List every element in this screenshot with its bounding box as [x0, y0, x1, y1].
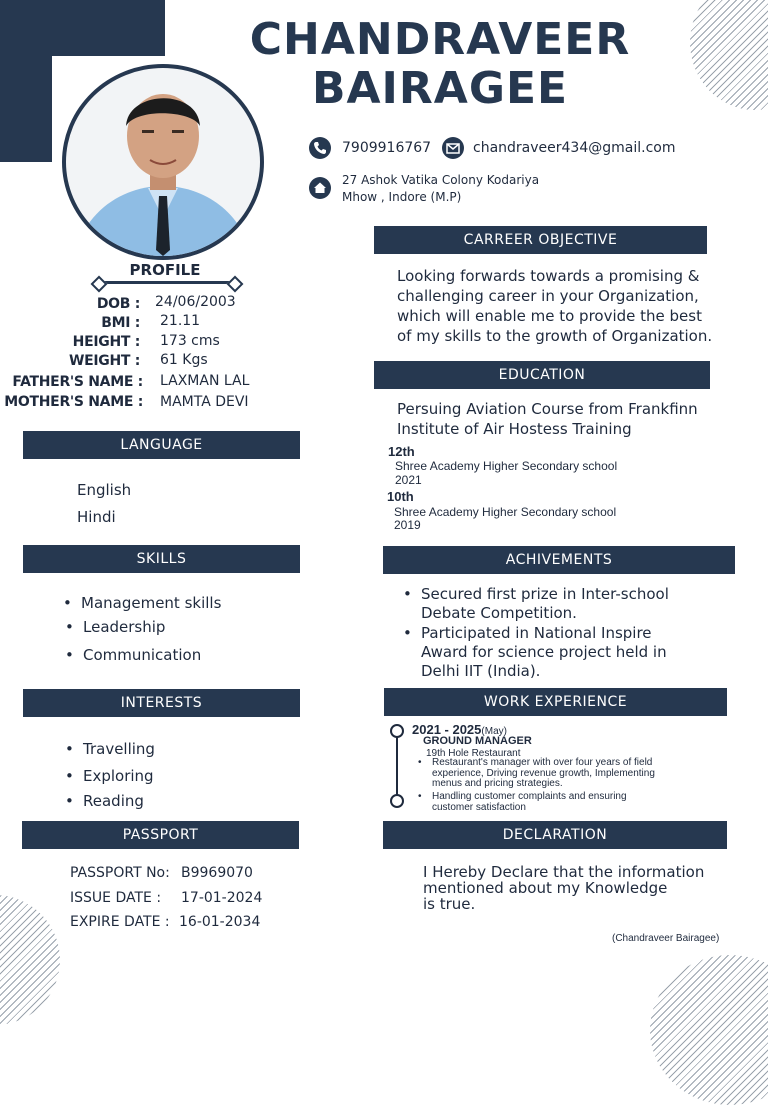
declaration-line: I Hereby Declare that the information	[423, 863, 705, 881]
passport-number-label: PASSPORT No:	[70, 865, 170, 881]
profile-bmi-label: BMI :	[101, 315, 140, 331]
work-role: GROUND MANAGER	[423, 735, 532, 747]
skill-item: • Communication	[83, 646, 201, 664]
achievement-line: • Participated in National Inspire	[421, 623, 652, 643]
education-course-line-1: Persuing Aviation Course from Frankfinn	[397, 400, 698, 418]
work-header: WORK EXPERIENCE	[384, 688, 727, 716]
objective-line: challenging career in your Organization,	[397, 287, 699, 305]
work-bullet-2-line: Handling customer complaints and ensuring	[432, 791, 627, 802]
profile-father-value: LAXMAN LAL	[160, 373, 250, 389]
work-bullet-1-line: menus and pricing strategies.	[432, 778, 563, 789]
interest-item: • Reading	[83, 792, 144, 810]
profile-bmi-value: 21.11	[160, 313, 201, 329]
phone-icon	[309, 137, 331, 159]
declaration-signature: (Chandraveer Bairagee)	[612, 933, 720, 944]
objective-line: which will enable me to provide the best	[397, 307, 702, 325]
profile-dob-value: 24/06/2003	[155, 294, 236, 310]
timeline-dot-bottom	[390, 794, 404, 808]
education-school: Shree Academy Higher Secondary school	[394, 505, 617, 519]
profile-mother-label: MOTHER'S NAME :	[4, 394, 143, 410]
profile-height-value: 173 cms	[160, 333, 220, 349]
profile-title-divider	[97, 281, 237, 284]
language-header: LANGUAGE	[23, 431, 300, 459]
achievement-line: Delhi IIT (India).	[421, 662, 541, 680]
achievement-line: Award for science project held in	[421, 643, 667, 661]
objective-line: Looking forwards towards a promising &	[397, 267, 700, 285]
profile-father-label: FATHER'S NAME :	[12, 374, 143, 390]
address-line-2: Mhow , Indore (M.P)	[342, 190, 462, 204]
profile-weight-label: WEIGHT :	[68, 353, 140, 369]
education-year: 2019	[394, 518, 421, 532]
education-header: EDUCATION	[374, 361, 710, 389]
achievement-line: • Secured first prize in Inter-school	[421, 584, 669, 604]
language-item: Hindi	[77, 508, 116, 526]
work-company: 19th Hole Restaurant	[426, 748, 521, 759]
email-icon	[442, 137, 464, 159]
home-icon	[309, 177, 331, 199]
achievements-header: ACHIVEMENTS	[383, 546, 735, 574]
passport-issue-label: ISSUE DATE :	[70, 890, 162, 906]
education-year: 2021	[395, 473, 422, 487]
hatch-circle-bottom-right	[650, 955, 768, 1105]
objective-header: CARREER OBJECTIVE	[374, 226, 707, 254]
profile-title: PROFILE	[129, 261, 201, 279]
skill-item: • Management skills	[81, 594, 221, 612]
interests-header: INTERESTS	[23, 689, 300, 717]
work-bullet-2: • Handling customer complaints and ensuring customer satisfaction	[432, 792, 742, 813]
timeline-dot-top	[390, 724, 404, 738]
objective-line: of my skills to the growth of Organization.	[397, 327, 713, 345]
passport-expire-label: EXPIRE DATE :	[70, 914, 170, 930]
profile-photo	[62, 64, 264, 260]
work-bullet-1-line: experience, Driving revenue growth, Implementing	[432, 767, 655, 779]
timeline-line	[396, 730, 398, 800]
person-icon	[66, 68, 260, 256]
declaration-line: mentioned about my Knowledge	[423, 879, 668, 897]
work-bullet-1: • Restaurant's manager with over four years of field experience, Driving revenue growth, Implementing menus and pricing strategies.	[432, 758, 742, 790]
skills-header: SKILLS	[23, 545, 300, 573]
work-years-note: (May)	[481, 726, 507, 737]
profile-dob-label: DOB :	[96, 296, 140, 312]
interest-item: • Travelling	[83, 740, 155, 758]
achievement-line: Debate Competition.	[421, 604, 577, 622]
phone-number[interactable]: 7909916767	[342, 140, 432, 156]
work-years-range: 2021 - 2025	[412, 722, 482, 737]
work-bullet-1-line: Restaurant's manager with over four years of field	[432, 757, 653, 768]
declaration-line: is true.	[423, 895, 476, 913]
work-bullet-2-line: customer satisfaction	[432, 801, 526, 813]
passport-issue-date: 17-01-2024	[181, 890, 263, 906]
address-line-1: 27 Ashok Vatika Colony Kodariya	[342, 173, 540, 187]
interest-item: • Exploring	[83, 767, 154, 785]
hatch-circle-bottom-left	[0, 895, 60, 1025]
skill-item: • Leadership	[83, 618, 165, 636]
name-first: CHANDRAVEER	[249, 14, 631, 65]
email-address[interactable]: chandraveer434@gmail.com	[473, 140, 676, 156]
profile-weight-value: 61 Kgs	[160, 352, 208, 368]
education-course-line-2: Institute of Air Hostess Training	[397, 420, 632, 438]
passport-expire-date: 16-01-2034	[179, 914, 261, 930]
language-item: English	[77, 481, 132, 499]
hatch-circle-top-right	[690, 0, 768, 110]
passport-header: PASSPORT	[22, 821, 299, 849]
name-last: BAIRAGEE	[311, 63, 569, 114]
education-school: Shree Academy Higher Secondary school	[395, 459, 618, 473]
education-grade: 10th	[387, 489, 414, 504]
profile-mother-value: MAMTA DEVI	[160, 394, 249, 410]
passport-number: B9969070	[181, 865, 253, 881]
education-grade: 12th	[388, 444, 415, 459]
declaration-header: DECLARATION	[383, 821, 727, 849]
profile-height-label: HEIGHT :	[72, 334, 140, 350]
